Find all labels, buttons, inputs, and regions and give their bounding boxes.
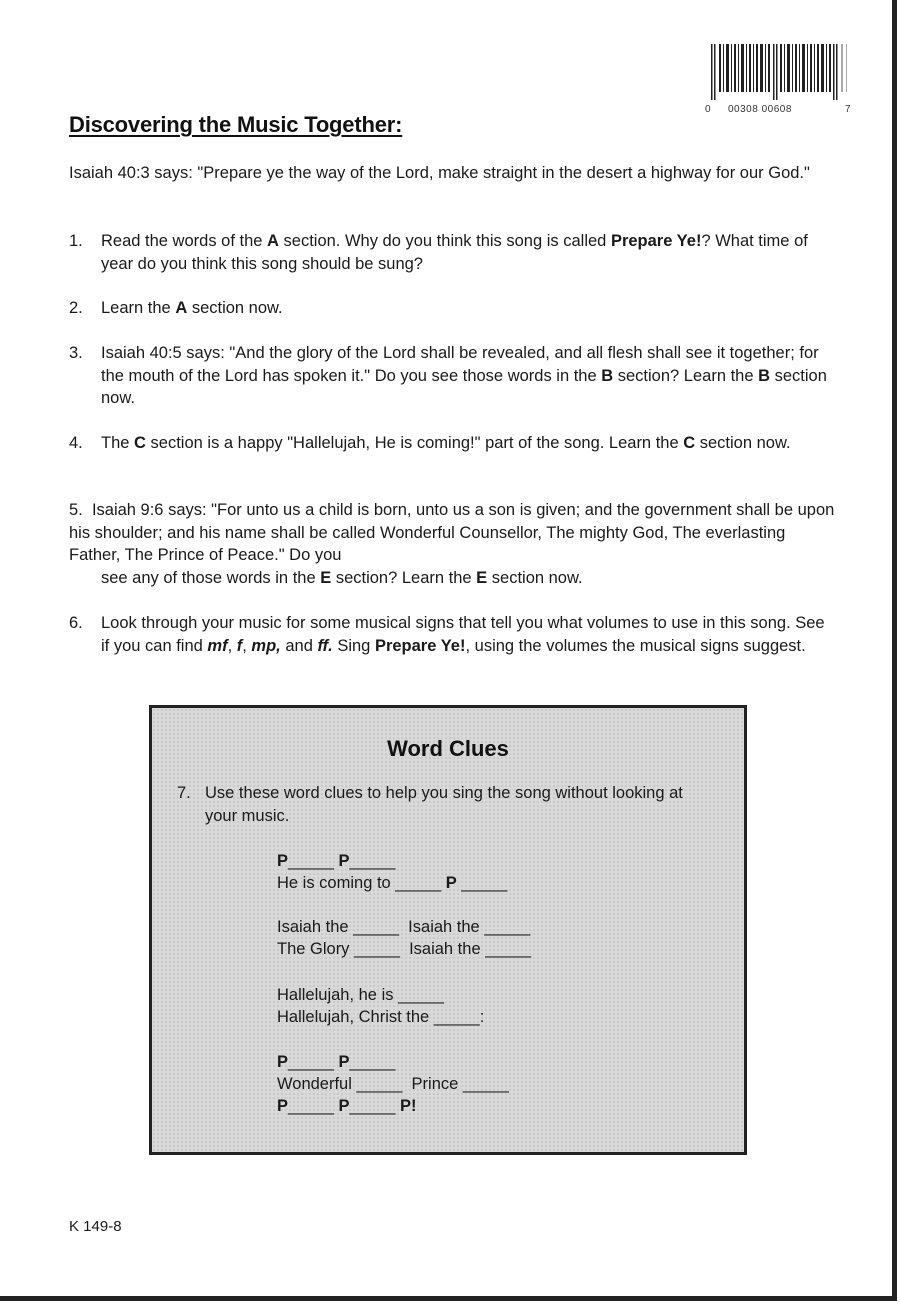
intro-paragraph: Isaiah 40:3 says: "Prepare ye the way of the Lord, make straight in the desert a highway for our God." <box>69 164 810 182</box>
list-item-1: 1. Read the words of the A section. Why do you think this song is called Prepare Ye!? What time of year do you think this song should be sung? <box>69 232 808 273</box>
clue-line-7: P_____ P_____ <box>277 1053 396 1071</box>
item-number: 2. <box>69 299 83 317</box>
item-number: 5. <box>69 501 83 519</box>
clue-line-5: Hallelujah, he is _____ <box>277 986 444 1004</box>
item-number: 7. <box>177 784 191 802</box>
word-clues-title: Word Clues <box>387 736 509 761</box>
clue-line-2: He is coming to _____ P _____ <box>277 874 508 892</box>
word-clues-box <box>149 705 747 1155</box>
list-item-4: 4. The C section is a happy "Hallelujah, He is coming!" part of the song. Learn the C section now. <box>69 432 829 455</box>
list-item-3: 3. Isaiah 40:5 says: "And the glory of the Lord shall be revealed, and all flesh shall see it together; for the mouth of the Lord has spoken it." Do you see those words in the B section? Learn the B section now. <box>69 344 827 407</box>
clue-line-1: P_____ P_____ <box>277 852 396 870</box>
clue-line-4: The Glory _____ Isaiah the _____ <box>277 940 532 958</box>
list-item-6: 6. Look through your music for some musical signs that tell you what volumes to use in this song. See if you can find mf, f, mp, and ff. Sing Prepare Ye!, using the volumes the musical signs suggest. <box>69 614 825 655</box>
item-number: 6. <box>69 614 83 632</box>
item-5-continuation: see any of those words in the E section? Learn the E section now. <box>101 568 583 587</box>
clue-line-3: Isaiah the _____ Isaiah the _____ <box>277 918 531 936</box>
barcode-number: 00308 00608 <box>728 104 792 115</box>
item-number: 3. <box>69 344 83 362</box>
barcode-left-digit: 0 <box>705 104 712 115</box>
item-number: 4. <box>69 434 83 452</box>
clue-line-8: Wonderful _____ Prince _____ <box>277 1075 509 1093</box>
item-number: 1. <box>69 232 83 250</box>
page-title: Discovering the Music Together: <box>69 112 403 137</box>
clue-line-9: P_____ P_____ P! <box>277 1097 417 1115</box>
list-item-2: 2. Learn the A section now. <box>69 297 829 320</box>
page-footer-code: K 149-8 <box>69 1218 122 1235</box>
clue-line-6: Hallelujah, Christ the _____: <box>277 1008 485 1026</box>
word-clues-instruction: 7. Use these word clues to help you sing the song without looking at your music. <box>177 784 683 825</box>
barcode-right-digit: 7 <box>845 104 852 115</box>
list-item-5: 5. Isaiah 9:6 says: "For unto us a child is born, unto us a son is given; and the government shall be upon his shoulder; and his name shall be called Wonderful Counsellor, The mighty God, The everlasting Father, The Prince of Peace." Do you see any of those words in the E section? Learn the E section now. <box>69 499 839 589</box>
